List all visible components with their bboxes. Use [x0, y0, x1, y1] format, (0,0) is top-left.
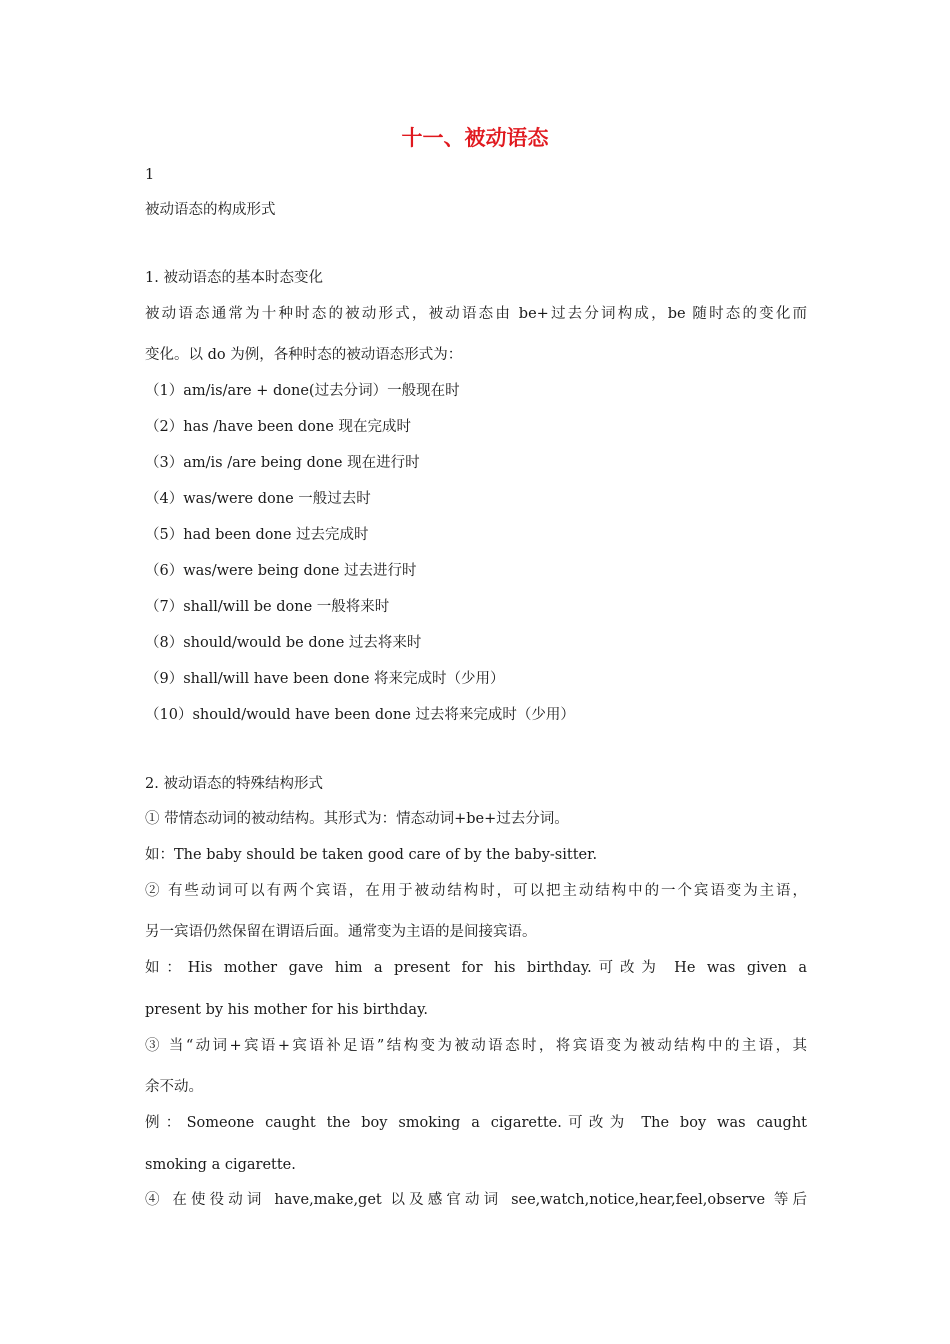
passive-form-item: （3）am/is /are being done 现在进行时 [145, 455, 420, 471]
part1-intro-line1: 被动语态通常为十种时态的被动形式，被动语态由 be+过去分词构成，be 随时态的变化而 [145, 306, 807, 322]
part2-item3-example-line1: 例：Someone caught the boy smoking a cigarette.可改为 The boy was caught [145, 1115, 807, 1131]
passive-form-item: （4）was/were done 一般过去时 [145, 491, 371, 507]
part2-item3-example-line2: smoking a cigarette. [145, 1157, 296, 1173]
part2-heading: 2. 被动语态的特殊结构形式 [145, 776, 323, 792]
passive-form-item: （6）was/were being done 过去进行时 [145, 563, 417, 579]
part1-intro-line2: 变化。以 do 为例，各种时态的被动语态形式为： [145, 347, 463, 363]
passive-form-item: （10）should/would have been done 过去将来完成时（少用） [145, 707, 575, 723]
part2-item2-example-line1: 如：His mother gave him a present for his birthday.可改为 He was given a [145, 960, 807, 976]
passive-form-item: （5）had been done 过去完成时 [145, 527, 369, 543]
part2-item3-line1: ③ 当“动词+宾语+宾语补足语”结构变为被动语态时，将宾语变为被动结构中的主语，其 [145, 1038, 807, 1054]
part2-item2-line1: ② 有些动词可以有两个宾语，在用于被动结构时，可以把主动结构中的一个宾语变为主语， [145, 883, 807, 899]
passive-form-item: （2）has /have been done 现在完成时 [145, 419, 411, 435]
section-number: 1 [145, 167, 155, 183]
passive-form-item: （7）shall/will be done 一般将来时 [145, 599, 390, 615]
passive-form-item: （8）should/would be done 过去将来时 [145, 635, 422, 651]
part1-heading: 1. 被动语态的基本时态变化 [145, 270, 323, 286]
part2-item2-line2: 另一宾语仍然保留在谓语后面。通常变为主语的是间接宾语。 [145, 924, 537, 940]
passive-form-item: （9）shall/will have been done 将来完成时（少用） [145, 671, 505, 687]
part2-item1-example: 如：The baby should be taken good care of by the baby-sitter. [145, 847, 598, 863]
part2-item3-line2: 余不动。 [145, 1079, 203, 1095]
section-title: 被动语态的构成形式 [145, 202, 276, 218]
part2-item1: ① 带情态动词的被动结构。其形式为：情态动词+be+过去分词。 [145, 811, 569, 827]
passive-form-item: （1）am/is/are + done(过去分词）一般现在时 [145, 383, 460, 399]
part2-item4-line1: ④ 在使役动词 have,make,get 以及感官动词 see,watch,notice,hear,feel,observe 等后 [145, 1192, 807, 1208]
chapter-title: 十一、被动语态 [401, 126, 549, 150]
part2-item2-example-line2: present by his mother for his birthday. [145, 1002, 428, 1018]
